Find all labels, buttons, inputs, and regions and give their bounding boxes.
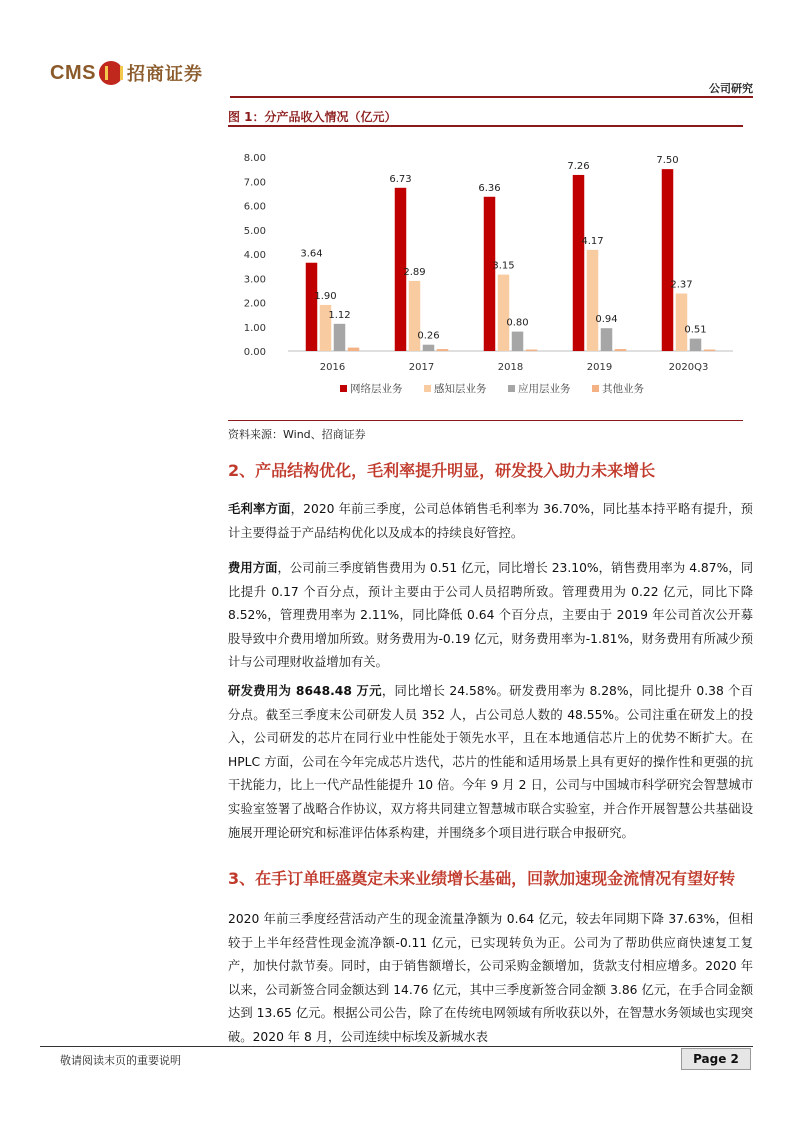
x-tick-label: 2017	[408, 362, 435, 373]
footer-disclaimer-note: 敬请阅读末页的重要说明	[60, 1054, 181, 1067]
chart-svg	[228, 140, 743, 415]
data-label: 2.37	[670, 279, 693, 291]
data-label: 3.64	[300, 248, 323, 260]
bar-2016-series-0	[306, 263, 318, 351]
data-label: 1.90	[314, 290, 337, 302]
paragraph-expenses-lead: 费用方面	[228, 561, 278, 575]
logo-cms-text: CMS	[50, 61, 96, 84]
legend-swatch	[592, 385, 599, 392]
paragraph-expenses-body: ，公司前三季度销售费用为 0.51 亿元，同比增长 23.10%，销售费用率为 4.87%，同比提升 0.17 个百分点，预计主要由于公司人员招聘所致。管理费用为 0.22 亿元，同比下降 8.52%，管理费用率为 2.11%，同比降低 0.64 个百分点，主要由于 2019 年公司首次公开募股导致中介费用增加所致。财务费用为-0.19 亿元，财务费用率为-1.81%，财务费用有所减少预计与公司理财收益增加有关。	[228, 561, 753, 670]
figure-bottom-rule	[228, 420, 743, 421]
y-tick-label: 8.00	[243, 153, 266, 164]
bar-2017-series-3	[437, 349, 449, 351]
paragraph-rnd-body: ，同比增长 24.58%。研发费用率为 8.28%，同比提升 0.38 个百分点。截至三季度末公司研发人员 352 人，占公司总人数的 48.55%。公司注重在研发上的投入，公司研发的芯片在同行业中性能处于领先水平，且在本地通信芯片上的优势不断扩大。在 HPLC 方面，公司在今年完成芯片迭代，芯片的性能和适用场景上具有更好的操作性和更强的抗干扰能力，比上一代产品性能提升 10 倍。今年 9 月 2 日，公司与中国城市科学研究会智慧城市实验室签署了战略合作协议，双方将共同建立智慧城市联合实验室，并合作开展智慧公共基础设施展开理论研究和标准评估体系构建，并围绕多个项目进行联合申报研究。	[228, 684, 754, 840]
bar-2019-series-1	[587, 250, 599, 351]
data-label: 3.15	[492, 260, 515, 272]
legend-label: 感知层业务	[434, 383, 487, 395]
bar-2019-series-3	[615, 349, 627, 351]
figure-source: 资料来源：Wind、招商证券	[228, 428, 366, 441]
legend-swatch	[508, 385, 515, 392]
paragraph-rnd-lead: 研发费用为 8648.48 万元	[228, 684, 382, 698]
y-tick-label: 4.00	[243, 250, 266, 261]
bar-2016-series-3	[348, 348, 360, 351]
bar-2019-series-0	[573, 175, 585, 351]
legend-label: 其他业务	[602, 383, 644, 395]
x-tick-label: 2020Q3	[668, 362, 709, 373]
y-tick-label: 1.00	[243, 322, 266, 334]
legend-swatch	[340, 385, 347, 392]
bar-2016-series-2	[334, 324, 346, 351]
bar-2020Q3-series-2	[690, 339, 702, 351]
page-number: Page 2	[681, 1048, 751, 1070]
data-label: 6.36	[478, 182, 501, 194]
paragraph-expenses	[228, 557, 753, 675]
bar-2018-series-0	[484, 197, 496, 351]
legend-label: 网络层业务	[350, 383, 403, 395]
section-3-title: 3、在手订单旺盛奠定未来业绩增长基础，回款加速现金流情况有望好转	[228, 869, 736, 888]
bar-2020Q3-series-0	[662, 169, 674, 351]
x-tick-label: 2018	[497, 362, 524, 373]
y-tick-label: 3.00	[243, 274, 266, 286]
page-header	[40, 58, 753, 98]
data-label: 7.50	[656, 155, 679, 167]
data-label: 0.94	[595, 314, 618, 326]
data-label: 0.51	[684, 324, 707, 336]
paragraph-gross-margin-body: ，2020 年前三季度，公司总体销售毛利率为 36.70%，同比基本持平略有提升，预计主要得益于产品结构优化以及成本的持续良好管控。	[228, 502, 753, 540]
data-label: 6.73	[389, 173, 412, 185]
bar-2018-series-1	[498, 275, 510, 351]
figure-top-rule	[228, 125, 743, 127]
y-tick-label: 6.00	[243, 201, 266, 213]
header-divider	[230, 96, 753, 98]
y-tick-label: 2.00	[243, 298, 266, 310]
data-label: 4.17	[581, 235, 604, 247]
paragraph-rnd	[228, 680, 753, 845]
x-tick-label: 2016	[319, 362, 346, 373]
data-label: 2.89	[403, 266, 426, 278]
bar-2017-series-2	[423, 345, 435, 351]
bar-2018-series-3	[526, 350, 538, 351]
x-tick-label: 2019	[586, 362, 613, 373]
logo-cn-text: 招商证券	[126, 64, 203, 85]
y-tick-label: 0.00	[243, 347, 266, 358]
footer-divider	[40, 1046, 753, 1047]
section-2-title: 2、产品结构优化，毛利率提升明显，研发投入助力未来增长	[228, 461, 656, 480]
paragraph-gross-margin	[228, 498, 753, 545]
data-label: 7.26	[567, 160, 590, 172]
data-label: 0.80	[506, 317, 529, 329]
paragraph-gross-margin-lead: 毛利率方面	[228, 502, 291, 516]
revenue-bar-chart	[228, 140, 743, 415]
data-label: 0.26	[417, 330, 440, 342]
bar-2020Q3-series-3	[704, 350, 716, 351]
data-label: 1.12	[328, 309, 351, 321]
bar-2020Q3-series-1	[676, 294, 688, 351]
y-tick-label: 7.00	[243, 177, 266, 189]
company-logo	[50, 60, 203, 86]
legend-label: 应用层业务	[518, 383, 571, 395]
logo-emblem-icon	[99, 61, 123, 85]
bar-2018-series-2	[512, 332, 524, 351]
y-tick-label: 5.00	[243, 225, 266, 237]
paragraph-cashflow: 2020 年前三季度经营活动产生的现金流量净额为 0.64 亿元，较去年同期下降 37.63%，但相较于上半年经营性现金流净额-0.11 亿元，已实现转负为正。公司为了帮助供应商快速复工复产，加快付款节奏。同时，由于销售额增长，公司采购金额增加，货款支付相应增多。2020 年以来，公司新签合同金额达到 14.76 亿元，其中三季度新签合同金额 3.86 亿元，在手合同金额达到 13.65 亿元。根据公司公告，除了在传统电网领域有所收获以外，在智慧水务领域也实现突破。2020 年 8 月，公司连续中标埃及新城水表	[228, 912, 753, 1044]
report-type-label: 公司研究	[709, 82, 753, 95]
bar-2019-series-2	[601, 328, 613, 351]
figure-title: 图 1：分产品收入情况（亿元）	[228, 110, 397, 124]
legend-swatch	[424, 385, 431, 392]
